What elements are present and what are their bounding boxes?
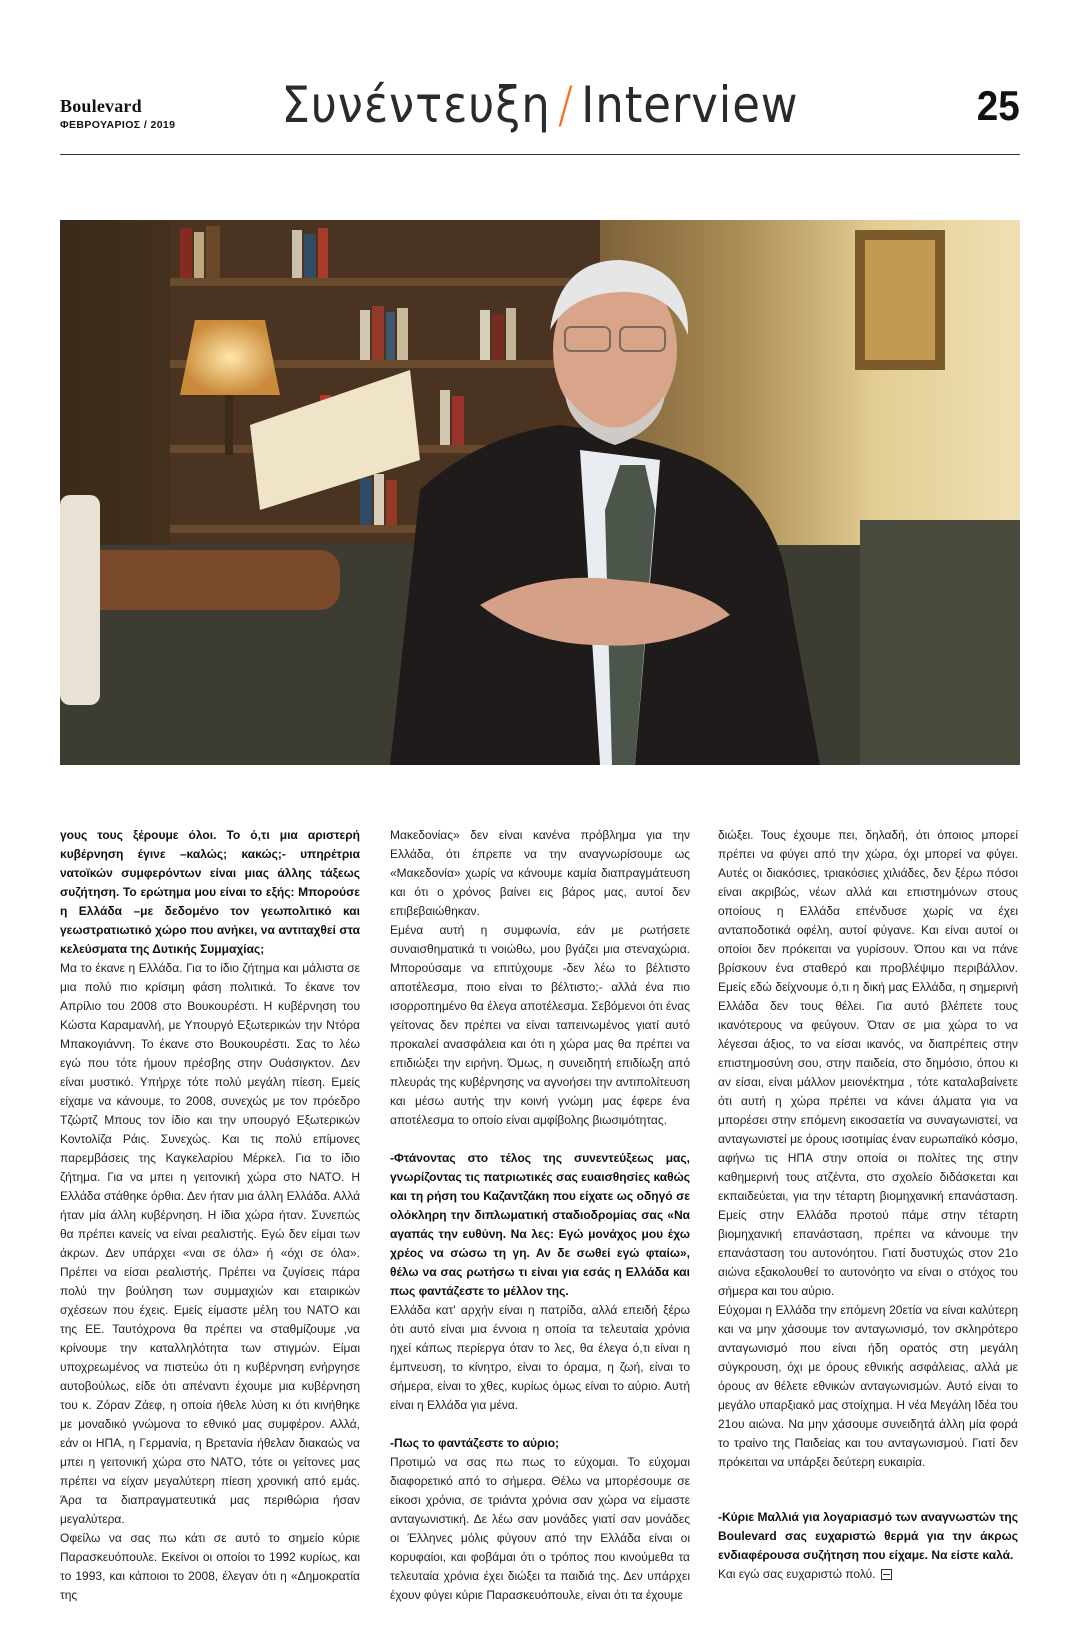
interview-answer: Προτιμώ να σας πω πως το εύχομαι. Το εύχομαι διαφορετικό από το σήμερα. Θέλω να μπορέσουμε σε είκοσι χρόνια, σε τριάντα χρόνια σαν χώρα να είμαστε ανταγωνιστική. Δε λέω σαν μονάδες γιατί σαν μονάδες οι Έλληνες μόλις φύγουν από την Ελλάδα είναι οι κορυφαίοι, και φοβάμαι ότι ο τρόπος που κινούμεθα τα τελευταία χρόνια έχει διώξει τα παιδιά της. Δεν υπάρχει έχουν φύγει κύριε Παρασκευόπουλε, είναι ότι τα έχουμε [390, 1455, 690, 1602]
interview-question: γους τους ξέρουμε όλοι. Το ό,τι μια αριστερή κυβέρνηση έγινε –καλώς; κακώς;- υπηρέτρια νατοϊκών συμφερόντων είναι μιας άλλης τάξεως συζήτηση. Το ερώτημα μου είναι το εξής: Μπορούσε η Ελλάδα –με δεδομένο τον γεωπολιτικό και γεωστρατιωτικό χώρο που ανήκει, να αντιταχθεί στα κελεύσματα της Δυτικής Συμμαχίας; [60, 828, 360, 956]
interview-answer: Μα το έκανε η Ελλάδα. Για το ίδιο ζήτημα και μάλιστα σε μια πολύ πιο κρίσιμη φάση πολιτικά. Το έκανε τον Απρίλιο του 2008 στο Βουκουρέστι. Η κυβέρνηση του Κώστα Καραμανλή, με Υπουργό Εξωτερικών την Ντόρα Μπακογιάννη. Το έκανε στο Βουκουρέστι. Σας το λέω εγώ που τότε ήμουν πρέσβης στην Ουάσιγκτον. Δεν είναι μυστικό. Υπήρχε τότε πολύ μεγάλη πίεση. Εμείς είχαμε να κάνουμε, το 2008, συνεχώς με τον πρόεδρο Τζώρτζ Μπους τον ίδιο και την υπουργό Εξωτερικών Κοντολίζα Ράις. Συνεχώς. Και τις πολύ επίμονες παρεμβάσεις της Καγκελαρίου Μέρκελ. Για το ίδιο ζήτημα. Για να μπει η γειτονική χώρα στο ΝΑΤΟ. Η Ελλάδα στάθηκε όρθια. Δεν ήταν μια άλλη Ελλάδα. Αλλά ήταν μία άλλη κυβέρνηση. Η ίδια χώρα ήταν. Συνεπώς θα πρέπει κανείς να είναι ρεαλιστής. Εγώ δεν είμαι των άκρων. Δεν υπάρχει «ναι σε όλα» ή «όχι σε όλα». Πρέπει να είσαι ρεαλιστής. Πρέπει να ζυγίσεις πάρα πολύ την βούληση των συμμαχιών και εταιρικών σχέσεων που έχεις. Εμείς είμαστε μέλη του ΝΑΤΟ και της ΕΕ. Ταυτόχρονα θα πρέπει να σταθμίζουμε ,να κρίνουμε την καταλληλότητα των στιγμών. Είμαι υποχρεωμένος να πιστεύω ότι η κυβέρνηση ενήργησε αυτοβούλως, είδε ότι απέναντι έχουμε μια κυβέρνηση του κ. Ζόραν Ζάεφ, η οποία ήθελε λύση κι ότι κινήθηκε με μοναδικό γνώμονα το εθνικό μας συμφέρον. Αλλά, εάν οι ΗΠΑ, η Γερμανία, η Βρετανία ήθελαν διακαώς να μπει η γειτονική χώρα στο ΝΑΤΟ, τότε οι γείτονες μας πρέπει να είχαν μεγαλύτερη πίεση χρονική από εμάς. Άρα τα διαπραγματευτικά μας περιθώρια ήσαν μεγαλύτερα. [60, 961, 360, 1526]
article-body [0, 826, 1080, 1606]
interview-answer: Εύχομαι η Ελλάδα την επόμενη 20ετία να είναι καλύτερη και να μην χάσουμε τον ανταγωνισμό, τον σκληρότερο ανταγωνισμό που είναι ήδη ορατός στη μεγάλη σύγκρουση, όχι με όρους εθνικής ασφάλειας, αλλά με όρους αν θέλετε εθνικών ανταγωνισμών. Αυτό είναι το μεγάλο υπαρξιακό μας στοίχημα. Η νέα Μεγάλη Ιδέα του 21ου αιώνα. Να μην χάσουμε συνειδητά άλλη μία φορά το τραίνο της Παιδείας και του ανταγωνισμού. Γιατί δεν πρόκειται να υπάρξει δεύτερη ευκαιρία. [718, 1303, 1018, 1469]
section-title-greek: Συνέντευξη [281, 76, 551, 134]
header-rule [60, 154, 1020, 155]
end-of-article-icon [881, 1569, 892, 1580]
interview-answer: Και εγώ σας ευχαριστώ πολύ. [718, 1565, 1018, 1584]
photo-illustration [60, 220, 1020, 765]
article-column-1 [60, 826, 360, 1605]
interview-answer: Οφείλω να σας πω κάτι σε αυτό το σημείο κύριε Παρασκευόπουλε. Εκείνοι οι οποίοι το 1992 κυρίως, και το 1993, και κάποιοι το 2008, έλεγαν ότι η «Δημοκρατία της [60, 1531, 360, 1602]
page-number: 25 [977, 82, 1020, 129]
interview-answer: Εμένα αυτή η συμφωνία, εάν με ρωτήσετε συναισθηματικά τι νοιώθω, μου βγάζει μια στεναχώρια. Μπορούσαμε να επιτύχουμε -δεν λέω το βέλτιστο αποτέλεσμα, ποιο είναι το βέλτιστο;- αλλά ένα πιο ισορροπημένο θα έλεγα αποτέλεσμα. Σεβόμενοι ότι ένας γείτονας δεν πρέπει να είναι ταπεινωμένος γιατί αυτό προκαλεί ανασφάλεια και ότι η χώρα μας θα πρέπει να επιδιώξει την ειρήνη. Όμως, η συνειδητή επιδίωξη από πλευράς της κυβέρνησης να αγνοήσει την αντιπολίτευση και μέσω αυτής την κοινή γνώμη μας έφερε ένα αποτέλεσμα το οποίο είναι αμφίβολης βιωσιμότητας. [390, 923, 690, 1127]
interview-answer: Ελλάδα κατ' αρχήν είναι η πατρίδα, αλλά επειδή ξέρω ότι αυτό είναι μια έννοια η οποία τα τελευταία χρόνια ηχεί κάπως περίεργα όταν το λες, θα έλεγα ό,τι είναι η έμπνευση, το κίνητρο, είναι το όραμα, η ζωή, είναι το σήμερα, είναι το χθες, κυρίως όμως είναι το αύριο. Αυτή είναι η Ελλάδα για μένα. [390, 1303, 690, 1412]
section-title [108, 76, 972, 134]
interview-question: -Πως το φαντάζεστε το αύριο; [390, 1436, 560, 1450]
interview-question: -Κύριε Μαλλιά για λογαριασμό των αναγνωστών της Boulevard σας ευχαριστώ θερμά για την άκρως ενδιαφέρουσα συζήτηση που είχαμε. Να είστε καλά. [718, 1510, 1018, 1562]
interview-answer: διώξει. Τους έχουμε πει, δηλαδή, ότι όποιος μπορεί πρέπει να φύγει από την χώρα, όχι μπορεί να φύγει. Αυτές οι διακόσιες, τριακόσιες χιλιάδες, δεν ξέρω πόσοι είναι ακριβώς, νέων αλλά και επιστημόνων στους οποίους η Ελλάδα επένδυσε χωρίς να έχει ανταποδοτικά οφέλη, αυτοί φύγανε. Και είναι αυτοί οι οποίοι δεν πρόκειται να γυρίσουν. Όπου και να πάνε βρίσκουν ένα σταθερό και προβλέψιμο περιβάλλον. Εμείς εδώ δείχνουμε ό,τι η δική μας Ελλάδα, η σημερινή Ελλάδα δεν τους θέλει. Για αυτό βλέπετε τους ικανότερους να φεύγουν. Όταν σε μια χώρα το να λέγεσαι άξιος, το να είσαι ικανός, να διαπρέπεις στην επιστημοσύνη σου, στην παιδεία, στο δημόσιο, όπου κι αν είσαι, είναι μάλλον μειονέκτημα , τότε καταλαβαίνετε ότι αυτή η χώρα πρέπει να κάνει άλματα για να μπορέσει στην επόμενη εικοσαετία να συναγωνιστεί, να ανταγωνιστεί με όρους ισοτιμίας έναν ευρωπαϊκό κόσμο, αφήνω τις ΗΠΑ στην οποία οι πολίτες της στην καθημερινή τους ατζέντα, στο σχολείο διδάσκεται και εκπαιδεύεται, για την τέταρτη βιομηχανική επανάσταση. Εμείς στην Ελλάδα προτού πάμε στην τέταρτη βιομηχανική επανάσταση, πρέπει να κάνουμε την επανάσταση του αυτονόητου. Γιατί δυστυχώς στον 21ο αιώνα εξακολουθεί το αυτονόητο να είναι ο στόχος του σήμερα και του αύριο. [718, 828, 1018, 1298]
page-header [60, 70, 1020, 154]
interview-photo [60, 220, 1020, 765]
article-column-2 [390, 826, 690, 1605]
interview-question: -Φτάνοντας στο τέλος της συνεντεύξεως μας, γνωρίζοντας τις πατριωτικές σας ευαισθησίες καθώς και τη ρήση του Καζαντζάκη που είχατε ως οδηγό σε ολόκληρη την διπλωματική σταδιοδρομίας σας «Να αγαπάς την ευθύνη. Να λες: Εγώ μονάχος μου έχω χρέος να σώσω τη γη. Αν δε σωθεί εγώ φταίω», θέλω να σας ρωτήσω τι είναι για εσάς η Ελλάδα και πως φαντάζεστε το μέλλον της. [390, 1151, 690, 1298]
brand-name: Boulevard [60, 96, 142, 116]
article-column-3 [718, 826, 1018, 1584]
interview-answer: Μακεδονίας» δεν είναι κανένα πρόβλημα για την Ελλάδα, ότι έπρεπε να την αναγνωρίσουμε ως «Μακεδονία» χωρίς να κάνουμε καμία διαπραγμάτευση και ότι ο χρόνος βαίνει εις βάρος μας, αυτοί δεν επιβεβαιώθηκαν. [390, 828, 690, 918]
issue-date: ΦΕΒΡΟΥΑΡΙΟΣ / 2019 [60, 119, 176, 131]
section-title-slash: / [557, 76, 574, 134]
section-title-english: Interview [581, 76, 799, 134]
